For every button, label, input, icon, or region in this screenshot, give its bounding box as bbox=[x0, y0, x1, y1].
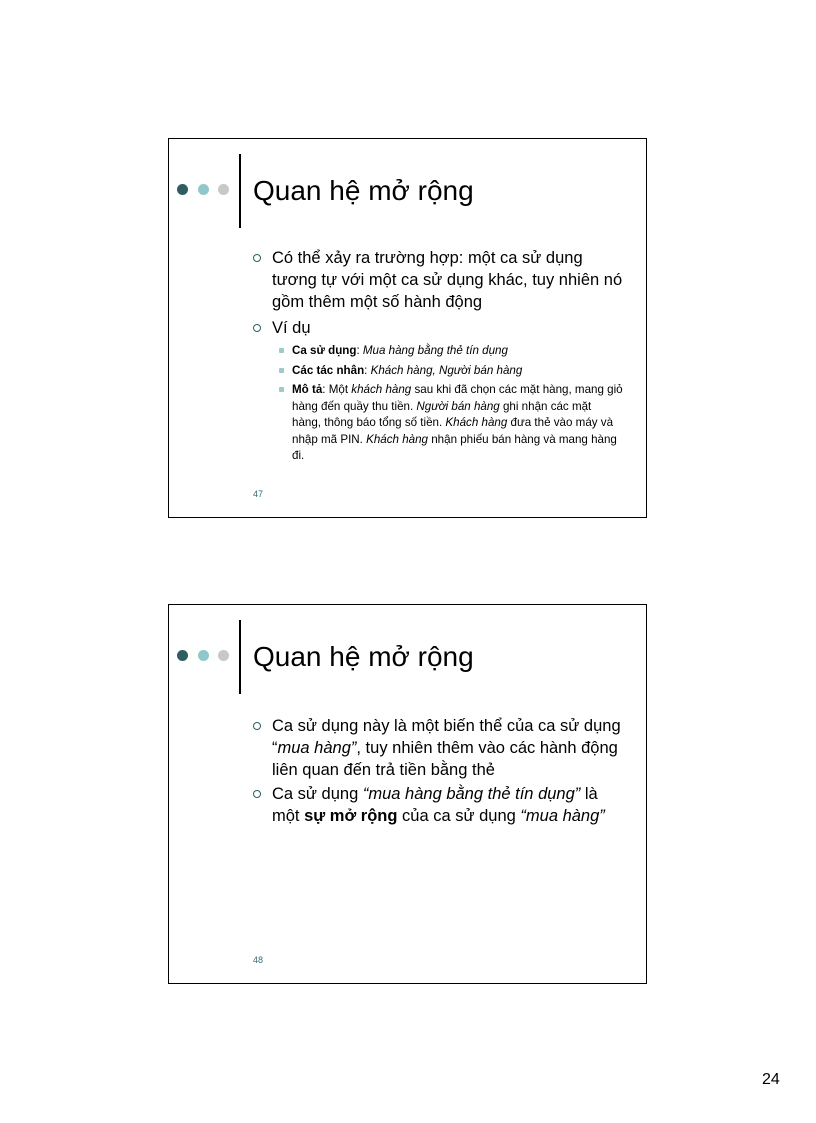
bullet-text: của ca sử dụng bbox=[397, 807, 521, 825]
bullet-ring-icon bbox=[253, 324, 261, 332]
slide-title: Quan hệ mở rộng bbox=[253, 641, 474, 672]
sub-italic: Khách hàng bbox=[445, 416, 508, 429]
sub-bullet-icon bbox=[279, 348, 284, 353]
dot-light-icon bbox=[198, 184, 209, 195]
sub-value: Mua hàng bằng thẻ tín dụng bbox=[362, 344, 508, 357]
sub-italic: Người bán hàng bbox=[416, 399, 500, 413]
title-divider bbox=[239, 620, 241, 694]
sub-sep: : bbox=[356, 344, 363, 357]
slide-48 bbox=[168, 604, 647, 984]
bullet-item bbox=[253, 317, 623, 339]
bullet-ring-icon bbox=[253, 790, 261, 798]
slide-number: 48 bbox=[253, 955, 264, 965]
title-divider bbox=[239, 154, 241, 228]
bullet-text: Ví dụ bbox=[272, 319, 311, 337]
dot-light-icon bbox=[198, 650, 209, 661]
sub-value: Khách hàng, Người bán hàng bbox=[370, 363, 523, 377]
bullet-italic: “mua hàng” bbox=[520, 807, 605, 825]
bullet-item bbox=[253, 715, 623, 781]
slide-body bbox=[253, 715, 623, 829]
sub-text: ghi nhận các mặt hàng, thông báo tổng số tiền. bbox=[292, 399, 592, 429]
sub-label: Ca sử dụng bbox=[292, 344, 357, 357]
bullet-bold: sự mở rộng bbox=[304, 807, 398, 825]
slide-body bbox=[253, 247, 623, 468]
bullet-item bbox=[253, 247, 623, 313]
bullet-text: là một bbox=[272, 785, 598, 825]
slide-number: 47 bbox=[253, 489, 264, 499]
sub-text: : Một bbox=[322, 383, 352, 396]
sub-bullet-item bbox=[253, 382, 623, 465]
sub-text: nhận phiếu bán hàng và mang hàng đi. bbox=[292, 432, 617, 462]
sub-bullet-list bbox=[253, 343, 623, 465]
bullet-italic: “mua hàng bằng thẻ tín dụng” bbox=[362, 785, 581, 803]
bullet-ring-icon bbox=[253, 254, 261, 262]
sub-italic: Khách hàng bbox=[366, 432, 428, 446]
bullet-ring-icon bbox=[253, 722, 261, 730]
bullet-text: , tuy nhiên thêm vào các hành động liên quan đến trả tiền bằng thẻ bbox=[272, 739, 618, 779]
dot-dark-icon bbox=[177, 650, 188, 661]
bullet-item bbox=[253, 783, 623, 827]
bullet-italic: mua hàng” bbox=[277, 739, 357, 757]
sub-bullet-item bbox=[253, 363, 623, 380]
page-number: 24 bbox=[762, 1071, 780, 1088]
bullet-text: Ca sử dụng bbox=[272, 785, 363, 803]
sub-bullet-icon bbox=[279, 387, 284, 392]
sub-text: đưa thẻ vào máy và nhập mã PIN. bbox=[292, 416, 614, 446]
sub-bullet-item bbox=[253, 343, 623, 360]
slide-47 bbox=[168, 138, 647, 518]
sub-text: sau khi đã chọn các mặt hàng, mang giỏ hàng đến quầy thu tiền. bbox=[292, 383, 623, 413]
dot-gray-icon bbox=[218, 650, 229, 661]
slide-title: Quan hệ mở rộng bbox=[253, 175, 474, 206]
bullet-text: Ca sử dụng này là một biến thể của ca sử dụng “ bbox=[272, 717, 621, 757]
sub-sep: : bbox=[364, 363, 371, 377]
dot-dark-icon bbox=[177, 184, 188, 195]
sub-label: Các tác nhân bbox=[292, 363, 365, 377]
dot-gray-icon bbox=[218, 184, 229, 195]
sub-bullet-icon bbox=[279, 368, 284, 373]
sub-italic: khách hàng bbox=[351, 383, 412, 396]
bullet-text: Có thể xảy ra trường hợp: một ca sử dụng tương tự với một ca sử dụng khác, tuy nhiên nó gồm thêm một số hành động bbox=[272, 249, 623, 311]
sub-label: Mô tả bbox=[292, 383, 323, 396]
